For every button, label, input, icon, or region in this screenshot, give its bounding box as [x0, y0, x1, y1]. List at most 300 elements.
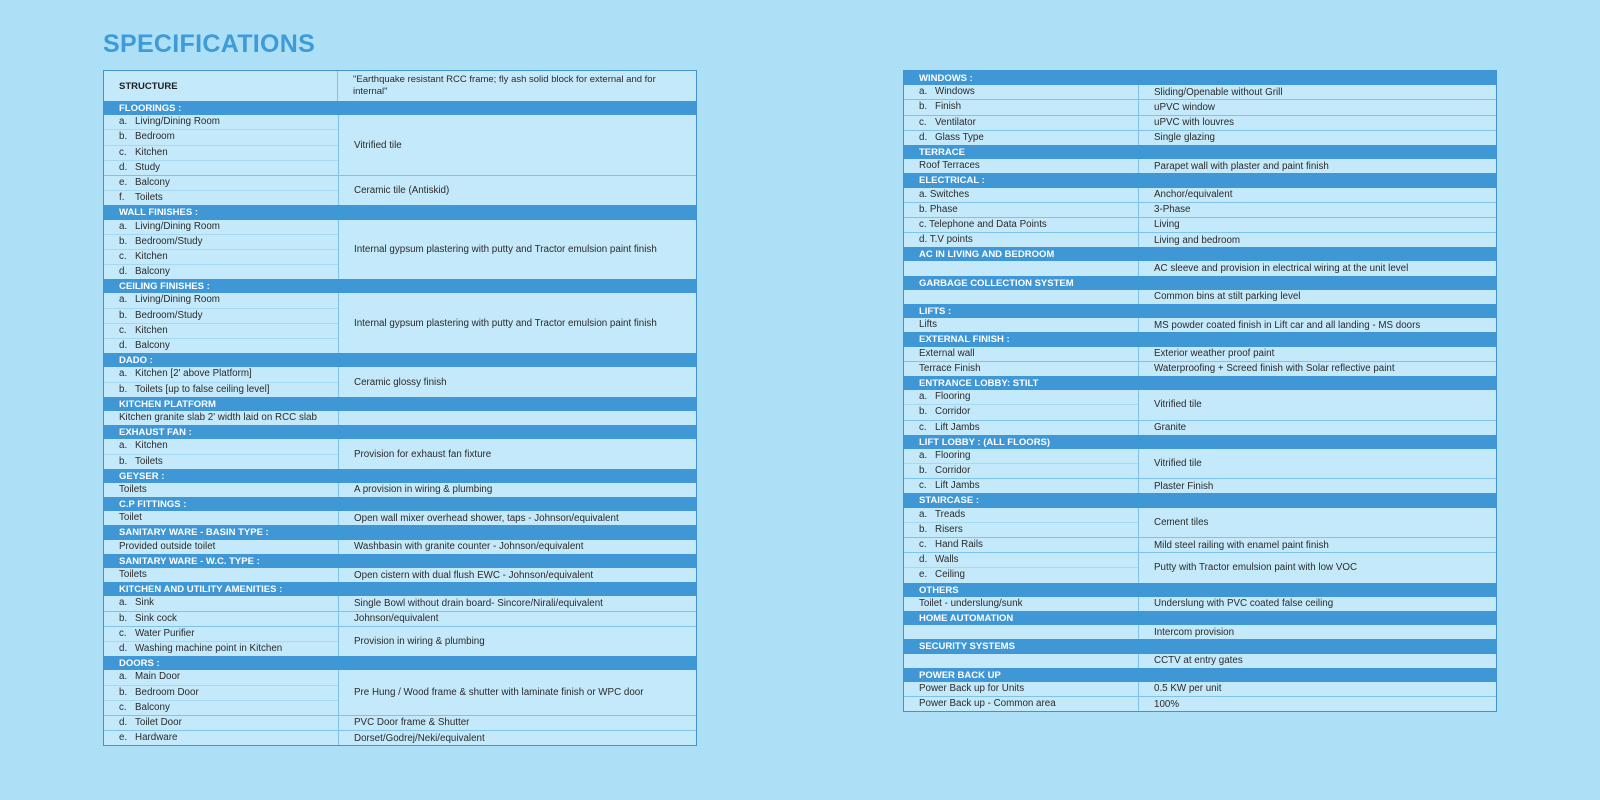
- item-prefix: b.: [119, 383, 128, 395]
- value-column: [1139, 508, 1496, 537]
- spec-item: [104, 700, 338, 715]
- section-heading-garbage-collection-system: GARBAGE COLLECTION SYSTEM: [904, 276, 1496, 290]
- item-prefix: a.: [119, 294, 128, 306]
- item-label: b. Phase: [919, 203, 958, 215]
- item-column: [904, 625, 1139, 639]
- item-column: [104, 596, 339, 610]
- item-label: Roof Terraces: [919, 160, 980, 172]
- section-heading-others: OTHERS: [904, 583, 1496, 597]
- spec-item: [104, 716, 338, 730]
- spec-item: [904, 479, 1138, 493]
- spec-value: 3-Phase: [1154, 204, 1191, 216]
- item-label: Toilets: [119, 569, 147, 580]
- item-column: [904, 654, 1139, 668]
- item-label: Finish: [935, 101, 962, 113]
- item-column: [904, 508, 1139, 537]
- spec-item: [104, 190, 338, 205]
- spec-block: [104, 626, 696, 656]
- item-label: Water Purifier: [135, 627, 195, 639]
- item-column: [904, 290, 1139, 304]
- spec-block: [904, 552, 1496, 582]
- right-spec-table: [903, 70, 1497, 712]
- section-heading-doors: DOORS :: [104, 656, 696, 670]
- item-label: Sink cock: [135, 612, 177, 624]
- spec-value: Pre Hung / Wood frame & shutter with laminate finish or WPC door: [354, 687, 644, 699]
- section-heading-ceiling-finishes: CEILING FINISHES :: [104, 279, 696, 293]
- spec-item: [904, 567, 1138, 582]
- spec-block: [904, 420, 1496, 435]
- item-label: Living/Dining Room: [135, 116, 220, 128]
- section-heading-security-systems: SECURITY SYSTEMS: [904, 639, 1496, 653]
- spec-item: [104, 129, 338, 144]
- item-prefix: d.: [119, 266, 128, 278]
- item-prefix: c.: [919, 116, 927, 128]
- spec-block: [904, 159, 1496, 173]
- item-label: Flooring: [935, 449, 971, 461]
- spec-item: [904, 553, 1138, 567]
- section-heading-wall-finishes: WALL FINISHES :: [104, 205, 696, 219]
- spec-block: [904, 261, 1496, 275]
- value-column: [339, 596, 696, 610]
- section-heading-kitchen-platform: KITCHEN PLATFORM: [104, 397, 696, 411]
- value-column: [339, 511, 696, 525]
- left-spec-table: [103, 70, 697, 746]
- value-column: [339, 716, 696, 730]
- spec-block: [904, 290, 1496, 304]
- spec-value: 0.5 KW per unit: [1154, 683, 1222, 695]
- spec-value: Plaster Finish: [1154, 480, 1214, 492]
- spec-item: [904, 233, 1138, 247]
- item-prefix: a.: [119, 440, 128, 452]
- structure-label: STRUCTURE: [104, 71, 338, 101]
- spec-value: Granite: [1154, 422, 1187, 434]
- spec-value: AC sleeve and provision in electrical wiring at the unit level: [1154, 263, 1409, 275]
- spec-value: Cement tiles: [1154, 516, 1209, 528]
- item-column: [904, 362, 1139, 376]
- spec-value: Vitrified tile: [1154, 399, 1202, 411]
- spec-value: uPVC window: [1154, 101, 1215, 113]
- value-column: [339, 411, 696, 425]
- item-label: Main Door: [135, 671, 181, 683]
- spec-item: [904, 522, 1138, 537]
- item-label: Lift Jambs: [935, 421, 980, 433]
- section-heading-kitchen-and-utility-amenities: KITCHEN AND UTILITY AMENITIES :: [104, 582, 696, 596]
- item-column: [104, 367, 339, 396]
- item-prefix: a.: [119, 597, 128, 609]
- spec-block: [904, 682, 1496, 696]
- spec-value: Vitrified tile: [1154, 458, 1202, 470]
- value-column: [1139, 188, 1496, 202]
- spec-block: [904, 508, 1496, 537]
- section-heading-exhaust-fan: EXHAUST FAN :: [104, 425, 696, 439]
- spec-item: [904, 318, 1138, 332]
- item-label: Bedroom/Study: [135, 235, 203, 247]
- item-column: [904, 116, 1139, 130]
- item-prefix: b.: [119, 131, 128, 143]
- value-column: [1139, 203, 1496, 217]
- spec-value: CCTV at entry gates: [1154, 655, 1243, 667]
- spec-value: Living: [1154, 219, 1180, 231]
- spec-block: [904, 202, 1496, 217]
- spec-value: Mild steel railing with enamel paint finish: [1154, 539, 1329, 551]
- spec-value: Ceramic tile (Antiskid): [354, 185, 450, 197]
- spec-block: [104, 220, 696, 280]
- value-column: [339, 483, 696, 497]
- spec-item: [104, 540, 338, 554]
- item-prefix: c.: [119, 250, 127, 262]
- spec-value: Dorset/Godrej/Neki/equivalent: [354, 732, 485, 744]
- section-heading-lifts: LIFTS :: [904, 304, 1496, 318]
- spec-item: [904, 131, 1138, 145]
- item-label: Toilets: [119, 483, 147, 495]
- value-column: [1139, 421, 1496, 435]
- item-column: [904, 100, 1139, 114]
- item-prefix: b.: [119, 455, 128, 467]
- spec-item: [904, 347, 1138, 361]
- item-label: Ventilator: [935, 116, 976, 128]
- item-column: [904, 261, 1139, 275]
- item-prefix: d.: [119, 161, 128, 173]
- item-prefix: d.: [119, 340, 128, 351]
- spec-block: [904, 478, 1496, 493]
- value-column: [1139, 390, 1496, 419]
- spec-item: [904, 682, 1138, 696]
- spec-item: [104, 323, 338, 338]
- item-column: [904, 682, 1139, 696]
- item-column: [904, 159, 1139, 173]
- item-prefix: c.: [919, 421, 927, 433]
- item-label: Study: [135, 161, 161, 173]
- item-label: Kitchen: [135, 324, 168, 336]
- item-label: Bedroom: [135, 131, 175, 143]
- spec-block: [904, 597, 1496, 611]
- spec-value: Open wall mixer overhead shower, taps - Johnson/equivalent: [354, 512, 619, 524]
- item-label: a. Switches: [919, 188, 970, 200]
- item-prefix: a.: [919, 449, 928, 461]
- item-column: [104, 612, 339, 626]
- item-label: Corridor: [935, 465, 971, 477]
- spec-item: [904, 116, 1138, 130]
- item-column: [104, 411, 339, 425]
- item-prefix: a.: [119, 116, 128, 128]
- spec-value: Open cistern with dual flush EWC - Johnson/equivalent: [354, 569, 594, 581]
- spec-item: [904, 218, 1138, 232]
- item-column: [104, 540, 339, 554]
- section-heading-ac-in-living-and-bedroom: AC IN LIVING AND BEDROOM: [904, 247, 1496, 261]
- item-prefix: a.: [919, 508, 928, 520]
- spec-value: Intercom provision: [1154, 626, 1235, 638]
- spec-item: [904, 290, 1138, 304]
- value-column: [1139, 318, 1496, 332]
- item-label: Lift Jambs: [935, 480, 980, 492]
- value-column: [1139, 85, 1496, 99]
- item-label: Walls: [935, 554, 959, 566]
- item-column: [904, 697, 1139, 711]
- item-column: [104, 716, 339, 730]
- spec-value: Single Bowl without drain board- Sincore/Nirali/equivalent: [354, 597, 603, 609]
- item-label: Hardware: [135, 732, 178, 744]
- item-label: Washing machine point in Kitchen: [135, 642, 283, 654]
- spec-item: [104, 731, 338, 745]
- value-column: [339, 367, 696, 396]
- item-prefix: c.: [119, 146, 127, 158]
- item-label: Living/Dining Room: [135, 294, 220, 306]
- item-column: [904, 553, 1139, 582]
- value-column: [1139, 362, 1496, 376]
- value-column: [1139, 159, 1496, 173]
- spec-item: [104, 367, 338, 381]
- item-label: Toilet: [119, 512, 142, 524]
- spec-item: [904, 463, 1138, 478]
- spec-item: [104, 411, 338, 425]
- spec-item: [104, 145, 338, 160]
- item-prefix: b.: [919, 406, 928, 418]
- spec-item: [104, 293, 338, 307]
- value-column: [1139, 538, 1496, 552]
- spec-block: [104, 367, 696, 396]
- spec-item: [904, 85, 1138, 99]
- spec-item: [104, 670, 338, 684]
- item-prefix: d.: [919, 554, 928, 566]
- item-column: [904, 203, 1139, 217]
- spec-block: [904, 696, 1496, 711]
- item-column: [104, 483, 339, 497]
- spec-value: Waterproofing + Screed finish with Solar reflective paint: [1154, 363, 1395, 375]
- spec-value: [339, 411, 696, 425]
- spec-value: Living and bedroom: [1154, 234, 1241, 246]
- item-column: [904, 85, 1139, 99]
- item-column: [904, 131, 1139, 145]
- spec-block: [104, 596, 696, 610]
- value-column: [1139, 290, 1496, 304]
- spec-item: [104, 264, 338, 279]
- item-prefix: a.: [919, 391, 928, 403]
- spec-item: [104, 641, 338, 656]
- section-heading-entrance-lobby-stilt: ENTRANCE LOBBY: STILT: [904, 376, 1496, 390]
- item-label: Corridor: [935, 406, 971, 418]
- value-column: [339, 612, 696, 626]
- item-label: Balcony: [135, 176, 170, 188]
- item-column: [904, 390, 1139, 419]
- spec-item: [904, 100, 1138, 114]
- item-label: Kitchen [2' above Platform]: [135, 368, 252, 380]
- item-column: [104, 731, 339, 745]
- spec-item: [104, 454, 338, 469]
- spec-item: [104, 176, 338, 190]
- item-label: Kitchen granite slab 2' width laid on RCC slab: [119, 411, 317, 423]
- spec-item: [104, 249, 338, 264]
- value-column: [1139, 553, 1496, 582]
- spec-item: [904, 362, 1138, 376]
- value-column: [1139, 233, 1496, 247]
- spec-item: [904, 421, 1138, 435]
- value-column: [339, 439, 696, 468]
- item-prefix: b.: [119, 309, 128, 321]
- spec-value: Parapet wall with plaster and paint finish: [1154, 160, 1329, 172]
- spec-item: [904, 697, 1138, 711]
- value-column: [1139, 625, 1496, 639]
- item-prefix: f.: [119, 192, 125, 204]
- value-column: [1139, 261, 1496, 275]
- spec-value: Provision for exhaust fan fixture: [354, 448, 492, 460]
- section-heading-terrace: TERRACE: [904, 145, 1496, 159]
- spec-item: [904, 597, 1138, 611]
- spec-block: [904, 361, 1496, 376]
- spec-item: [904, 508, 1138, 522]
- section-heading-lift-lobby-all-floors: LIFT LOBBY : (ALL FLOORS): [904, 435, 1496, 449]
- spec-item: [904, 538, 1138, 552]
- item-label: Windows: [935, 86, 975, 98]
- item-column: [904, 218, 1139, 232]
- spec-block: [104, 670, 696, 715]
- section-heading-floorings: FLOORINGS :: [104, 101, 696, 115]
- item-column: [104, 176, 339, 205]
- value-column: [1139, 682, 1496, 696]
- spec-item: [104, 160, 338, 175]
- item-column: [904, 449, 1139, 478]
- item-label: Toilet - underslung/sunk: [919, 597, 1023, 609]
- item-prefix: c.: [119, 701, 127, 713]
- item-prefix: a.: [119, 220, 128, 232]
- spec-item: [104, 220, 338, 234]
- item-label: Flooring: [935, 391, 971, 403]
- spec-block: [904, 188, 1496, 202]
- spec-block: [104, 540, 696, 554]
- spec-item: [104, 115, 338, 129]
- section-heading-dado: DADO :: [104, 353, 696, 367]
- item-label: Bedroom/Study: [135, 309, 203, 321]
- item-column: [904, 597, 1139, 611]
- item-label: Balcony: [135, 701, 170, 713]
- spec-item: [104, 338, 338, 353]
- item-label: c. Telephone and Data Points: [919, 218, 1047, 230]
- value-column: [1139, 697, 1496, 711]
- item-label: Risers: [935, 523, 963, 535]
- item-label: External wall: [919, 347, 975, 359]
- item-prefix: b.: [919, 523, 928, 535]
- spec-value: Underslung with PVC coated false ceiling: [1154, 598, 1334, 610]
- spec-item: [104, 483, 338, 497]
- spec-block: [104, 115, 696, 175]
- item-label: Sink: [135, 597, 155, 609]
- item-prefix: c.: [919, 480, 927, 492]
- spec-item: [104, 511, 338, 525]
- item-column: [104, 670, 339, 715]
- item-label: Toilets: [135, 455, 163, 467]
- value-column: [339, 220, 696, 280]
- item-label: Terrace Finish: [919, 362, 981, 374]
- item-label: Hand Rails: [935, 539, 983, 550]
- spec-value: Anchor/equivalent: [1154, 189, 1233, 201]
- spec-value: Common bins at stilt parking level: [1154, 291, 1301, 303]
- spec-item: [104, 234, 338, 249]
- page-title: SPECIFICATIONS: [103, 30, 316, 58]
- value-column: [1139, 654, 1496, 668]
- item-column: [104, 220, 339, 280]
- item-column: [904, 479, 1139, 493]
- spec-value: Vitrified tile: [354, 139, 402, 151]
- item-label: Balcony: [135, 340, 170, 351]
- item-prefix: d.: [119, 716, 128, 728]
- section-heading-windows: WINDOWS :: [904, 71, 1496, 85]
- spec-value: Provision in wiring & plumbing: [354, 635, 485, 647]
- spec-block: [904, 232, 1496, 247]
- value-column: [1139, 347, 1496, 361]
- spec-value: MS powder coated finish in Lift car and all landing - MS doors: [1154, 319, 1421, 331]
- item-label: Toilets [up to false ceiling level]: [135, 383, 270, 395]
- spec-block: [904, 130, 1496, 145]
- value-column: [339, 293, 696, 353]
- item-label: Lifts: [919, 319, 937, 331]
- spec-block: [104, 568, 696, 582]
- spec-value: 100%: [1154, 698, 1180, 710]
- item-label: Treads: [935, 508, 966, 520]
- spec-value: Single glazing: [1154, 132, 1216, 144]
- spec-item: [904, 159, 1138, 173]
- spec-item: [904, 625, 1138, 639]
- spec-block: [904, 537, 1496, 552]
- item-column: [104, 293, 339, 353]
- structure-value: "Earthquake resistant RCC frame; fly ash solid block for external and for internal": [353, 74, 656, 97]
- section-heading-geyser: GEYSER :: [104, 469, 696, 483]
- spec-block: [904, 625, 1496, 639]
- spec-value: Sliding/Openable without Grill: [1154, 86, 1283, 98]
- section-heading-staircase: STAIRCASE :: [904, 493, 1496, 507]
- spec-block: [104, 175, 696, 205]
- spec-block: [904, 449, 1496, 478]
- value-column: [339, 568, 696, 582]
- item-prefix: a.: [119, 368, 128, 380]
- item-column: [104, 511, 339, 525]
- section-heading-home-automation: HOME AUTOMATION: [904, 611, 1496, 625]
- item-label: Ceiling: [935, 569, 965, 581]
- item-label: Glass Type: [935, 131, 984, 143]
- value-column: [1139, 218, 1496, 232]
- item-column: [104, 568, 339, 582]
- value-column: [339, 176, 696, 205]
- spec-value: Washbasin with granite counter - Johnson/equivalent: [354, 541, 584, 553]
- item-column: [904, 421, 1139, 435]
- section-heading-external-finish: EXTERNAL FINISH :: [904, 332, 1496, 346]
- spec-block: [104, 730, 696, 745]
- item-label: Power Back up for Units: [919, 682, 1025, 694]
- spec-value: Internal gypsum plastering with putty and Tractor emulsion paint finish: [354, 317, 657, 329]
- item-label: Toilets: [135, 192, 163, 204]
- spec-block: [104, 483, 696, 497]
- item-prefix: b.: [919, 465, 928, 477]
- item-column: [904, 188, 1139, 202]
- section-heading-c-p-fittings: C.P FITTINGS :: [104, 497, 696, 511]
- value-column: [339, 670, 696, 715]
- item-label: Bedroom Door: [135, 686, 199, 698]
- section-heading-sanitary-ware-w-c-type: SANITARY WARE - W.C. TYPE :: [104, 554, 696, 568]
- spec-block: [104, 293, 696, 353]
- item-label: Provided outside toilet: [119, 540, 216, 552]
- item-column: [104, 627, 339, 656]
- value-column: [1139, 479, 1496, 493]
- spec-item: [904, 404, 1138, 419]
- value-column: [339, 115, 696, 175]
- spec-item: [104, 612, 338, 626]
- spec-item: [904, 188, 1138, 202]
- value-column: [1139, 131, 1496, 145]
- value-column: [1139, 116, 1496, 130]
- spec-block: [904, 85, 1496, 99]
- item-label: Kitchen: [135, 146, 168, 158]
- item-prefix: b.: [919, 101, 928, 113]
- spec-item: [904, 261, 1138, 275]
- item-column: [904, 538, 1139, 552]
